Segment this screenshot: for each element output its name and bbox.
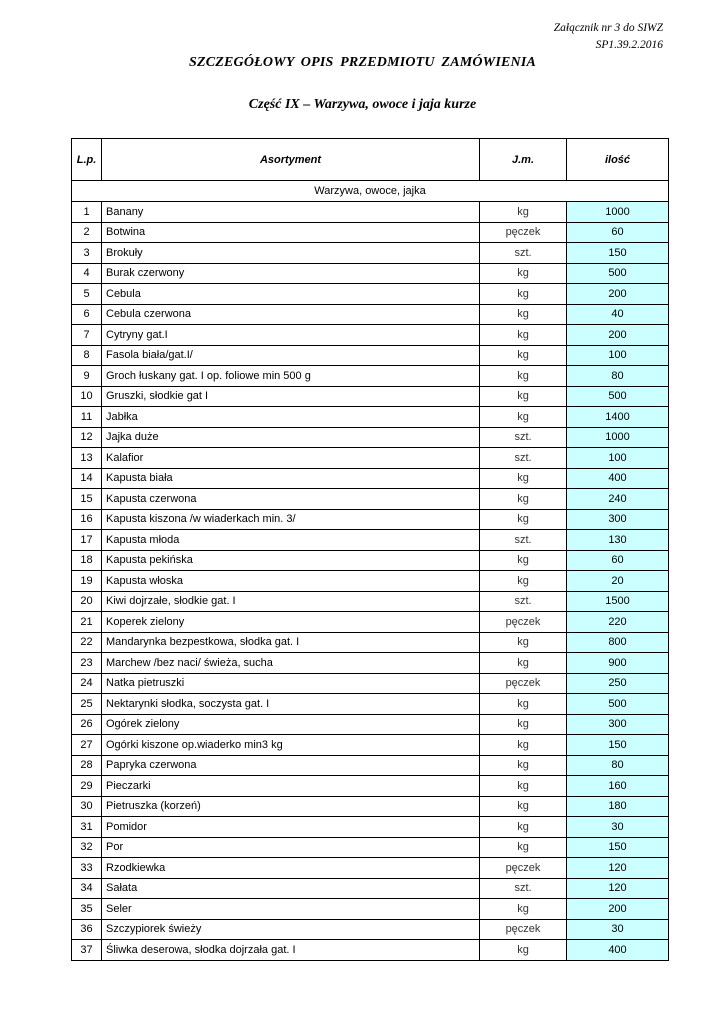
row-unit: kg <box>480 837 567 858</box>
row-item-name: Marchew /bez naci/ świeża, sucha <box>102 653 480 674</box>
row-quantity: 200 <box>567 325 669 346</box>
row-quantity: 1500 <box>567 591 669 612</box>
row-quantity: 160 <box>567 776 669 797</box>
row-number: 10 <box>72 386 102 407</box>
row-quantity: 500 <box>567 386 669 407</box>
row-quantity: 60 <box>567 222 669 243</box>
table-row <box>72 509 669 530</box>
row-item-name: Pietruszka (korzeń) <box>102 796 480 817</box>
row-unit: szt. <box>480 591 567 612</box>
row-unit: kg <box>480 366 567 387</box>
row-number: 1 <box>72 202 102 223</box>
row-quantity: 150 <box>567 735 669 756</box>
row-unit: kg <box>480 550 567 571</box>
table-row <box>72 899 669 920</box>
row-unit: kg <box>480 714 567 735</box>
row-item-name: Gruszki, słodkie gat I <box>102 386 480 407</box>
row-number: 24 <box>72 673 102 694</box>
row-quantity: 80 <box>567 366 669 387</box>
row-item-name: Cytryny gat.I <box>102 325 480 346</box>
table-row <box>72 222 669 243</box>
row-item-name: Natka pietruszki <box>102 673 480 694</box>
row-number: 33 <box>72 858 102 879</box>
row-number: 4 <box>72 263 102 284</box>
reference-code: SP1.39.2.2016 <box>595 39 663 51</box>
table-row <box>72 837 669 858</box>
row-number: 9 <box>72 366 102 387</box>
row-item-name: Brokuły <box>102 243 480 264</box>
row-number: 14 <box>72 468 102 489</box>
table-row <box>72 858 669 879</box>
row-number: 12 <box>72 427 102 448</box>
section-row <box>72 181 669 202</box>
table-row <box>72 345 669 366</box>
table-row <box>72 796 669 817</box>
row-item-name: Por <box>102 837 480 858</box>
col-header-quantity: ilość <box>567 139 669 181</box>
table-row <box>72 448 669 469</box>
row-quantity: 180 <box>567 796 669 817</box>
table-row <box>72 427 669 448</box>
row-item-name: Cebula czerwona <box>102 304 480 325</box>
table-row <box>72 325 669 346</box>
row-unit: kg <box>480 776 567 797</box>
row-unit: szt. <box>480 448 567 469</box>
section-label: Warzywa, owoce, jajka <box>72 181 669 202</box>
table-row <box>72 489 669 510</box>
row-unit: pęczek <box>480 858 567 879</box>
row-quantity: 20 <box>567 571 669 592</box>
row-quantity: 1000 <box>567 427 669 448</box>
row-item-name: Rzodkiewka <box>102 858 480 879</box>
table-row <box>72 386 669 407</box>
row-item-name: Kiwi dojrzałe, słodkie gat. I <box>102 591 480 612</box>
row-number: 2 <box>72 222 102 243</box>
table-row <box>72 366 669 387</box>
row-unit: szt. <box>480 243 567 264</box>
row-number: 31 <box>72 817 102 838</box>
attachment-note <box>554 20 663 54</box>
row-item-name: Koperek zielony <box>102 612 480 633</box>
row-unit: pęczek <box>480 673 567 694</box>
col-header-lp: L.p. <box>72 139 102 181</box>
row-unit: szt. <box>480 530 567 551</box>
row-unit: kg <box>480 468 567 489</box>
row-item-name: Kapusta kiszona /w wiaderkach min. 3/ <box>102 509 480 530</box>
table-row <box>72 571 669 592</box>
row-item-name: Kapusta młoda <box>102 530 480 551</box>
table-row <box>72 407 669 428</box>
row-number: 37 <box>72 940 102 961</box>
table-row <box>72 817 669 838</box>
row-unit: kg <box>480 796 567 817</box>
row-quantity: 240 <box>567 489 669 510</box>
row-unit: kg <box>480 407 567 428</box>
attachment-number: Załącznik nr 3 do SIWZ <box>553 22 663 34</box>
row-number: 5 <box>72 284 102 305</box>
table-row <box>72 632 669 653</box>
row-quantity: 30 <box>567 919 669 940</box>
document-title: SZCZEGÓŁOWY OPIS PRZEDMIOTU ZAMÓWIENIA <box>188 55 537 70</box>
row-number: 28 <box>72 755 102 776</box>
row-item-name: Seler <box>102 899 480 920</box>
row-number: 3 <box>72 243 102 264</box>
row-item-name: Groch łuskany gat. I op. foliowe min 500 g <box>102 366 480 387</box>
row-quantity: 300 <box>567 509 669 530</box>
row-quantity: 500 <box>567 694 669 715</box>
row-quantity: 40 <box>567 304 669 325</box>
row-unit: kg <box>480 284 567 305</box>
row-quantity: 100 <box>567 345 669 366</box>
row-unit: pęczek <box>480 612 567 633</box>
row-item-name: Papryka czerwona <box>102 755 480 776</box>
row-quantity: 150 <box>567 837 669 858</box>
row-quantity: 200 <box>567 899 669 920</box>
table-row <box>72 755 669 776</box>
row-number: 23 <box>72 653 102 674</box>
row-item-name: Botwina <box>102 222 480 243</box>
table-row <box>72 694 669 715</box>
row-item-name: Kapusta pekińska <box>102 550 480 571</box>
row-quantity: 150 <box>567 243 669 264</box>
row-number: 25 <box>72 694 102 715</box>
row-unit: szt. <box>480 427 567 448</box>
table-row <box>72 304 669 325</box>
row-item-name: Szczypiorek świeży <box>102 919 480 940</box>
row-number: 20 <box>72 591 102 612</box>
row-item-name: Nektarynki słodka, soczysta gat. I <box>102 694 480 715</box>
row-item-name: Jabłka <box>102 407 480 428</box>
row-quantity: 900 <box>567 653 669 674</box>
row-unit: kg <box>480 735 567 756</box>
row-number: 36 <box>72 919 102 940</box>
row-unit: kg <box>480 653 567 674</box>
row-quantity: 30 <box>567 817 669 838</box>
row-item-name: Cebula <box>102 284 480 305</box>
row-number: 16 <box>72 509 102 530</box>
row-number: 29 <box>72 776 102 797</box>
row-unit: kg <box>480 694 567 715</box>
row-number: 21 <box>72 612 102 633</box>
row-number: 27 <box>72 735 102 756</box>
table-row <box>72 591 669 612</box>
row-unit: kg <box>480 509 567 530</box>
row-number: 22 <box>72 632 102 653</box>
row-number: 6 <box>72 304 102 325</box>
table-row <box>72 550 669 571</box>
row-item-name: Burak czerwony <box>102 263 480 284</box>
row-quantity: 1000 <box>567 202 669 223</box>
table-row <box>72 776 669 797</box>
row-unit: kg <box>480 899 567 920</box>
row-unit: kg <box>480 202 567 223</box>
row-unit: kg <box>480 940 567 961</box>
table-row <box>72 714 669 735</box>
row-unit: kg <box>480 345 567 366</box>
row-number: 26 <box>72 714 102 735</box>
row-number: 8 <box>72 345 102 366</box>
row-unit: kg <box>480 304 567 325</box>
row-number: 19 <box>72 571 102 592</box>
row-quantity: 300 <box>567 714 669 735</box>
row-quantity: 60 <box>567 550 669 571</box>
row-unit: kg <box>480 263 567 284</box>
row-unit: szt. <box>480 878 567 899</box>
row-number: 15 <box>72 489 102 510</box>
table-row <box>72 284 669 305</box>
table-row <box>72 612 669 633</box>
row-quantity: 100 <box>567 448 669 469</box>
row-unit: kg <box>480 755 567 776</box>
row-unit: kg <box>480 489 567 510</box>
row-quantity: 400 <box>567 468 669 489</box>
row-item-name: Śliwka deserowa, słodka dojrzała gat. I <box>102 940 480 961</box>
order-table <box>71 138 669 961</box>
row-quantity: 250 <box>567 673 669 694</box>
document-subtitle: Część IX – Warzywa, owoce i jaja kurze <box>248 97 477 112</box>
row-item-name: Banany <box>102 202 480 223</box>
row-quantity: 1400 <box>567 407 669 428</box>
row-item-name: Kapusta włoska <box>102 571 480 592</box>
table-row <box>72 468 669 489</box>
row-unit: kg <box>480 632 567 653</box>
row-unit: pęczek <box>480 919 567 940</box>
row-unit: pęczek <box>480 222 567 243</box>
row-unit: kg <box>480 386 567 407</box>
row-number: 34 <box>72 878 102 899</box>
table-row <box>72 673 669 694</box>
row-item-name: Kapusta biała <box>102 468 480 489</box>
row-number: 13 <box>72 448 102 469</box>
row-item-name: Ogórki kiszone op.wiaderko min3 kg <box>102 735 480 756</box>
row-number: 11 <box>72 407 102 428</box>
row-quantity: 120 <box>567 858 669 879</box>
table-row <box>72 263 669 284</box>
row-quantity: 120 <box>567 878 669 899</box>
row-unit: kg <box>480 325 567 346</box>
row-item-name: Kalafior <box>102 448 480 469</box>
row-number: 17 <box>72 530 102 551</box>
row-number: 7 <box>72 325 102 346</box>
table-row <box>72 735 669 756</box>
table-row <box>72 919 669 940</box>
col-header-assortment: Asortyment <box>102 139 480 181</box>
row-item-name: Fasola biała/gat.I/ <box>102 345 480 366</box>
table-row <box>72 653 669 674</box>
row-item-name: Mandarynka bezpestkowa, słodka gat. I <box>102 632 480 653</box>
row-quantity: 130 <box>567 530 669 551</box>
row-item-name: Ogórek zielony <box>102 714 480 735</box>
table-row <box>72 202 669 223</box>
row-item-name: Sałata <box>102 878 480 899</box>
row-number: 32 <box>72 837 102 858</box>
row-unit: kg <box>480 817 567 838</box>
row-item-name: Kapusta czerwona <box>102 489 480 510</box>
row-unit: kg <box>480 571 567 592</box>
row-quantity: 500 <box>567 263 669 284</box>
col-header-unit: J.m. <box>480 139 567 181</box>
row-quantity: 220 <box>567 612 669 633</box>
row-item-name: Pieczarki <box>102 776 480 797</box>
table-row <box>72 243 669 264</box>
table-row <box>72 878 669 899</box>
row-quantity: 800 <box>567 632 669 653</box>
row-number: 30 <box>72 796 102 817</box>
row-quantity: 80 <box>567 755 669 776</box>
row-quantity: 400 <box>567 940 669 961</box>
table-row <box>72 530 669 551</box>
row-item-name: Pomidor <box>102 817 480 838</box>
table-header-row <box>72 139 669 181</box>
table-row <box>72 940 669 961</box>
row-quantity: 200 <box>567 284 669 305</box>
row-item-name: Jajka duże <box>102 427 480 448</box>
row-number: 18 <box>72 550 102 571</box>
row-number: 35 <box>72 899 102 920</box>
